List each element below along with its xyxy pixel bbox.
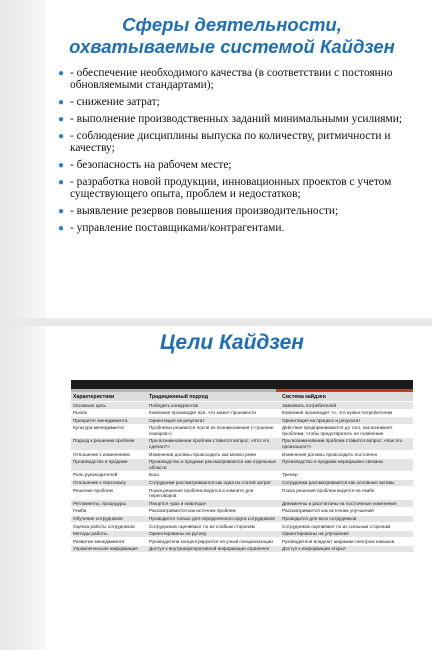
list-item: ● - соблюдение дисциплины выпуска по количеству, ритмичности и качеству; xyxy=(58,130,391,154)
row-kaizen: Завоевать потребителей xyxy=(280,402,413,410)
table-header-row xyxy=(71,392,413,402)
row-traditional: Компания производит все, что может произвести xyxy=(147,409,280,417)
row-traditional: Производство и продажи рассматриваются как отдельные области xyxy=(147,458,280,471)
table-row xyxy=(71,500,413,508)
title-line-2: охватываемые системой Кайдзен xyxy=(69,36,395,57)
comparison-table xyxy=(71,392,413,553)
table-row xyxy=(71,437,413,450)
row-traditional: Сотрудников оценивают по их слабым сторонам xyxy=(147,523,280,531)
title-line-1: Сферы деятельности, xyxy=(122,14,342,35)
row-kaizen: Динамичны и рассчитаны на постоянные изменения xyxy=(280,500,413,508)
row-kaizen: Действия предпринимаются до того, как возникнет проблема, чтобы предотвратить ее появление xyxy=(280,424,413,437)
list-item: ● - снижение затрат; xyxy=(58,95,160,108)
table-row xyxy=(71,451,413,459)
row-characteristic: Рынок xyxy=(71,409,147,417)
bullet-icon: ● xyxy=(58,177,65,189)
slide-decor-strip xyxy=(0,0,46,318)
table-row xyxy=(71,402,413,410)
row-traditional: Пишутся «раз и навсегда» xyxy=(147,500,280,508)
bullet-icon: ● xyxy=(58,113,65,125)
row-characteristic: Методы работы xyxy=(71,530,147,538)
list-item: ● - выполнение производственных заданий минимальными усилиями; xyxy=(58,112,403,125)
table-top-bar xyxy=(71,380,413,389)
list-item: ● - разработка новой продукции, инновационных проектов с учетом существующего опыта, проблем и недостатков; xyxy=(58,176,392,200)
column-header: Характеристики xyxy=(71,392,147,402)
slide-kaizen-spheres xyxy=(0,0,432,318)
slide-title: Цели Кайдзен xyxy=(160,331,304,354)
row-characteristic: Приоритет менеджмента xyxy=(71,417,147,425)
table-row xyxy=(71,507,413,515)
table-row xyxy=(71,479,413,487)
row-characteristic: Роль руководителей xyxy=(71,471,147,479)
table-row xyxy=(71,545,413,553)
slide-decor-strip xyxy=(0,326,46,650)
table-body xyxy=(71,402,413,553)
row-traditional: При возникновении проблем ставится вопрос: «Кто это сделал?» xyxy=(147,437,280,450)
row-characteristic: Подход к решению проблем xyxy=(71,437,147,450)
bullet-icon: ● xyxy=(58,68,65,79)
table-row xyxy=(71,530,413,538)
table-row xyxy=(71,538,413,546)
bullet-icon: ● xyxy=(58,131,65,143)
table-row xyxy=(71,458,413,471)
row-kaizen: Тренер xyxy=(280,471,413,479)
bullet-icon: ● xyxy=(58,159,65,171)
row-traditional: Ориентация на результат xyxy=(147,417,280,425)
table-row xyxy=(71,487,413,500)
row-traditional: Рассматривается как источник проблем xyxy=(147,507,280,515)
table-row xyxy=(71,417,413,425)
row-traditional: Победить конкурентов xyxy=(147,402,280,410)
spheres-list xyxy=(58,67,420,240)
row-characteristic: Оценка работы сотрудников xyxy=(71,523,147,531)
slide-divider xyxy=(0,318,432,326)
column-header: Система кайдзен xyxy=(280,392,413,402)
row-traditional: Проблемы решаются после их возникновения («тушение пожаров») xyxy=(147,424,280,437)
row-kaizen: Доступ к информации открыт xyxy=(280,545,413,553)
table-row xyxy=(71,515,413,523)
bullet-icon: ● xyxy=(58,96,65,108)
row-traditional: Руководители концентрируются на узкой специализации xyxy=(147,538,280,546)
row-traditional: Проводится только для определенного круга сотрудников xyxy=(147,515,280,523)
row-kaizen: Поиск решения проблем ведется на гембе xyxy=(280,487,413,500)
row-traditional: Ориентированы на рутину xyxy=(147,530,280,538)
row-characteristic: Управленческая информация xyxy=(71,545,147,553)
slide-kaizen-goals xyxy=(0,326,432,650)
bullet-icon: ● xyxy=(58,205,65,217)
row-characteristic: Производство и продажи xyxy=(71,458,147,471)
row-kaizen: Сотрудники рассматриваются как основные активы xyxy=(280,479,413,487)
slide-title xyxy=(52,14,412,58)
comparison-table-wrap xyxy=(71,380,413,642)
row-characteristic: Гемба xyxy=(71,507,147,515)
table-row xyxy=(71,471,413,479)
list-item: ● - безопасность на рабочем месте; xyxy=(58,158,232,171)
row-kaizen: Производство и продажи неразрывно связаны xyxy=(280,458,413,471)
row-traditional: Доступ к внутрикорпоративной информации ограничен xyxy=(147,545,280,553)
row-characteristic: Культура менеджмента xyxy=(71,424,147,437)
list-item: ● - обеспечение необходимого качества (в соответствии с постоянно обновляемыми стандартами); xyxy=(58,67,393,91)
bullet-icon: ● xyxy=(58,223,65,235)
row-characteristic: Отношение к персоналу xyxy=(71,479,147,487)
row-kaizen: Сотрудников оценивают по их сильным сторонам xyxy=(280,523,413,531)
column-header: Традиционный подход xyxy=(147,392,280,402)
row-characteristic: Основная цель xyxy=(71,402,147,410)
row-traditional: Сотрудники рассматриваются как одна из статей затрат xyxy=(147,479,280,487)
row-characteristic: Решение проблем xyxy=(71,487,147,500)
row-kaizen: Ориентированы на улучшения xyxy=(280,530,413,538)
row-characteristic: Развитие менеджмента xyxy=(71,538,147,546)
table-row xyxy=(71,424,413,437)
row-kaizen: Рассматривается как источник улучшений xyxy=(280,507,413,515)
table-row xyxy=(71,409,413,417)
row-kaizen: Проводится для всех сотрудников xyxy=(280,515,413,523)
row-traditional: Изменения должны происходить как можно реже xyxy=(147,451,280,459)
row-characteristic: Регламенты, процедуры xyxy=(71,500,147,508)
row-characteristic: Обучение сотрудников xyxy=(71,515,147,523)
row-traditional: Поиск решения проблем ведется в комнате для переговоров xyxy=(147,487,280,500)
table-row xyxy=(71,523,413,531)
row-characteristic: Отношение к изменениям xyxy=(71,451,147,459)
row-kaizen: Изменения должны происходить постоянно xyxy=(280,451,413,459)
row-kaizen: Компания производит то, что нужно потребителям xyxy=(280,409,413,417)
row-kaizen: Руководители владеют широким спектром навыков xyxy=(280,538,413,546)
row-kaizen: При возникновении проблем ставится вопрос: «Как это произошло?» xyxy=(280,437,413,450)
row-traditional: Босс xyxy=(147,471,280,479)
row-kaizen: Ориентация на процесс и результат xyxy=(280,417,413,425)
list-item: ● - выявление резервов повышения производительности; xyxy=(58,204,339,217)
list-item: ● - управление поставщиками/контрагентами. xyxy=(58,222,285,235)
